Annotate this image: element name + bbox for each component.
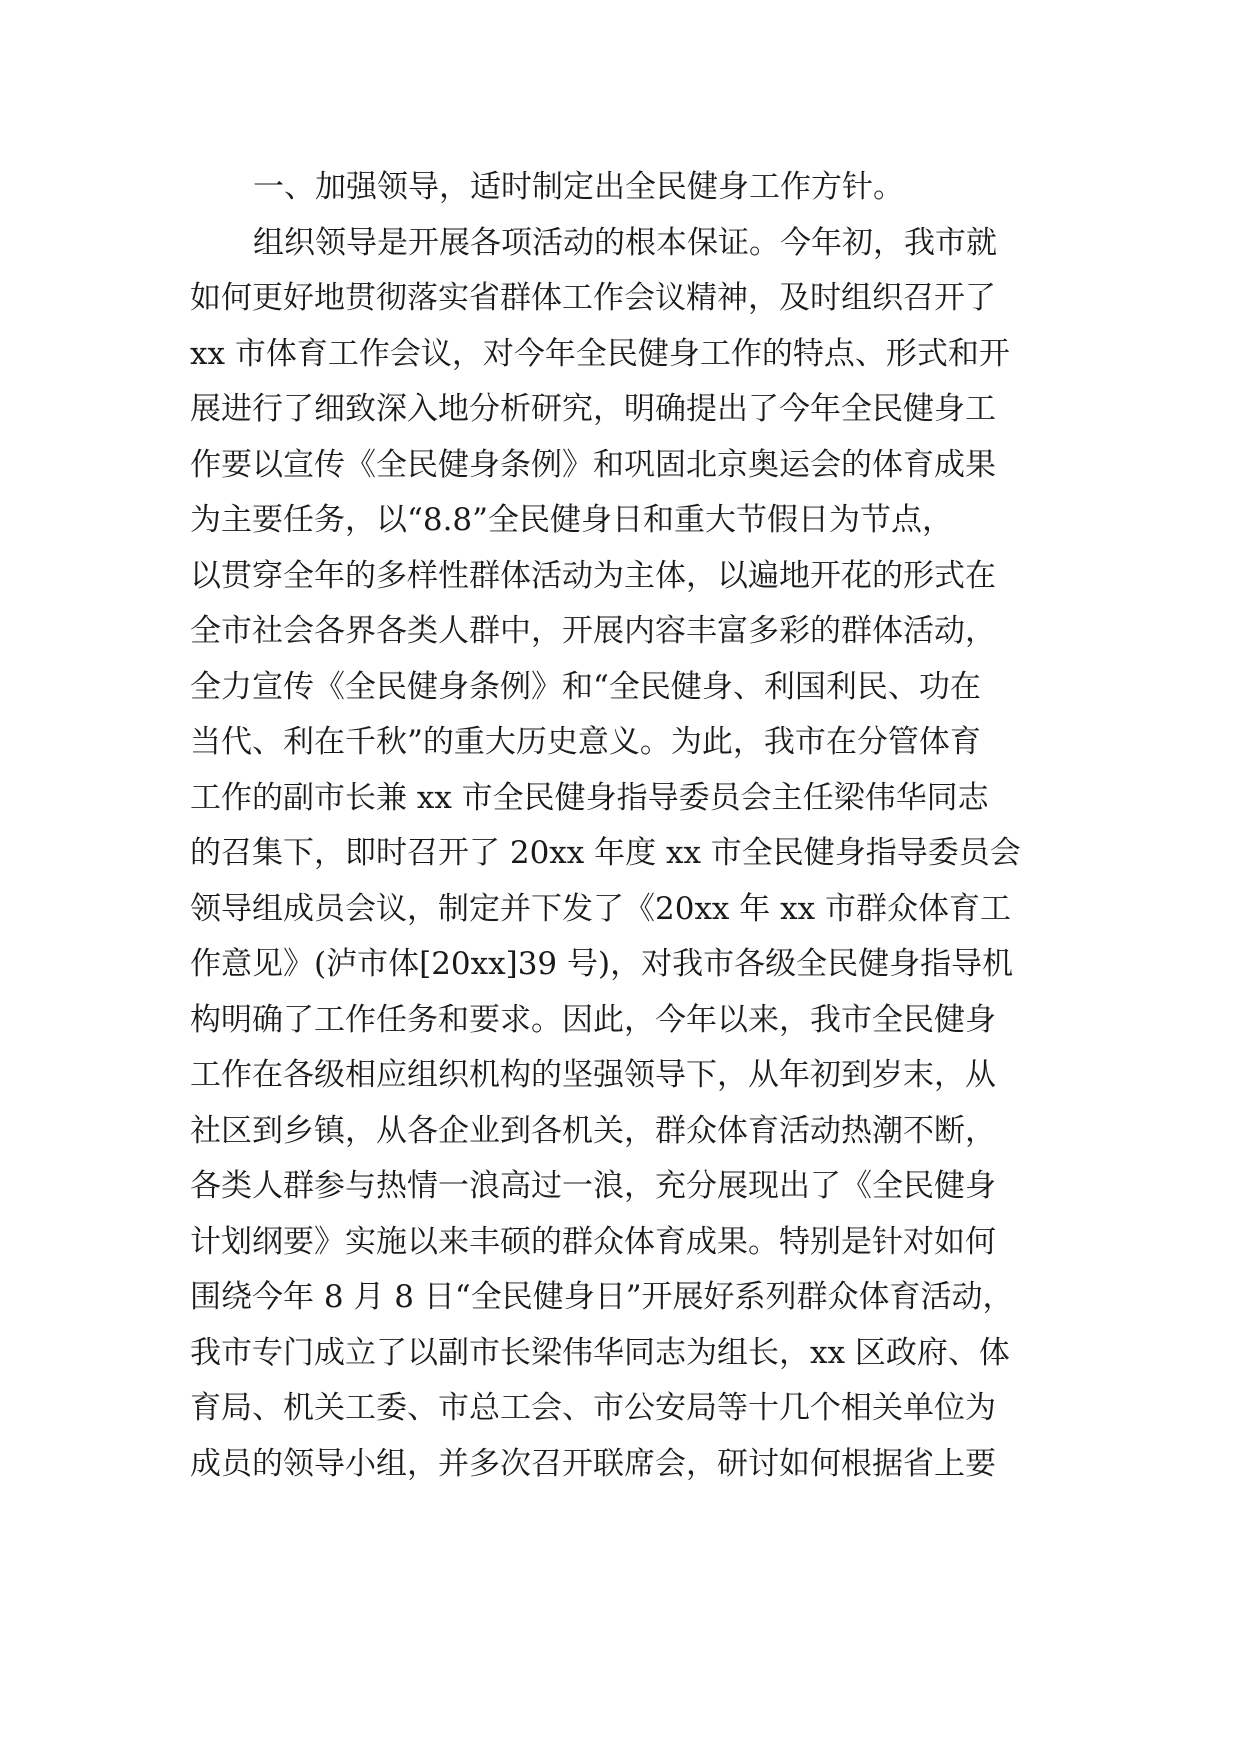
paragraph-line: 工作在各级相应组织机构的坚强领导下，从年初到岁末，从 [190,1057,996,1093]
paragraph-line: 全力宣传《全民健身条例》和“全民健身、利国利民、功在 [190,668,981,705]
paragraph-line: 成员的领导小组，并多次召开联席会，研讨如何根据省上要 [190,1445,996,1482]
paragraph-line: 组织领导是开展各项活动的根本保证。今年初，我市就 [253,224,997,261]
paragraph-line: 我市专门成立了以副市长梁伟华同志为组长，xx 区政府、体 [190,1334,1010,1371]
paragraph-line: 为主要任务，以“8.8”全民健身日和重大节假日为节点， [190,502,953,538]
body-text [190,160,1070,1492]
paragraph-line: 以贯穿全年的多样性群体活动为主体，以遍地开花的形式在 [190,557,996,594]
section-heading: 一、加强领导，适时制定出全民健身工作方针。 [253,169,904,205]
paragraph-line: 作要以宣传《全民健身条例》和巩固北京奥运会的体育成果 [190,446,996,483]
paragraph-line: 的召集下，即时召开了 20xx 年度 xx 市全民健身指导委员会 [190,835,1021,871]
paragraph-line: 计划纲要》实施以来丰硕的群众体育成果。特别是针对如何 [190,1223,996,1260]
paragraph-line: 全市社会各界各类人群中，开展内容丰富多彩的群体活动， [190,613,996,649]
paragraph-line: 展进行了细致深入地分析研究，明确提出了今年全民健身工 [190,391,996,427]
paragraph-line: 育局、机关工委、市总工会、市公安局等十几个相关单位为 [190,1390,996,1426]
paragraph-line: 各类人群参与热情一浪高过一浪，充分展现出了《全民健身 [190,1168,996,1204]
paragraph-line: 围绕今年 8 月 8 日“全民健身日”开展好系列群众体育活动， [190,1279,1014,1315]
paragraph-line: 领导组成员会议，制定并下发了《20xx 年 xx 市群众体育工 [190,890,1011,927]
paragraph-line: 工作的副市长兼 xx 市全民健身指导委员会主任梁伟华同志 [190,779,989,816]
paragraph-line: xx 市体育工作会议，对今年全民健身工作的特点、形式和开 [190,335,1010,372]
paragraph-line: 如何更好地贯彻落实省群体工作会议精神，及时组织召开了 [190,280,996,316]
paragraph-line: 构明确了工作任务和要求。因此，今年以来，我市全民健身 [190,1001,996,1038]
paragraph-line: 当代、利在千秋”的重大历史意义。为此，我市在分管体育 [190,724,981,760]
paragraph-line: 社区到乡镇，从各企业到各机关，群众体育活动热潮不断， [190,1112,996,1149]
paragraph-line: 作意见》(泸市体[20xx]39 号)，对我市各级全民健身指导机 [190,946,1014,982]
